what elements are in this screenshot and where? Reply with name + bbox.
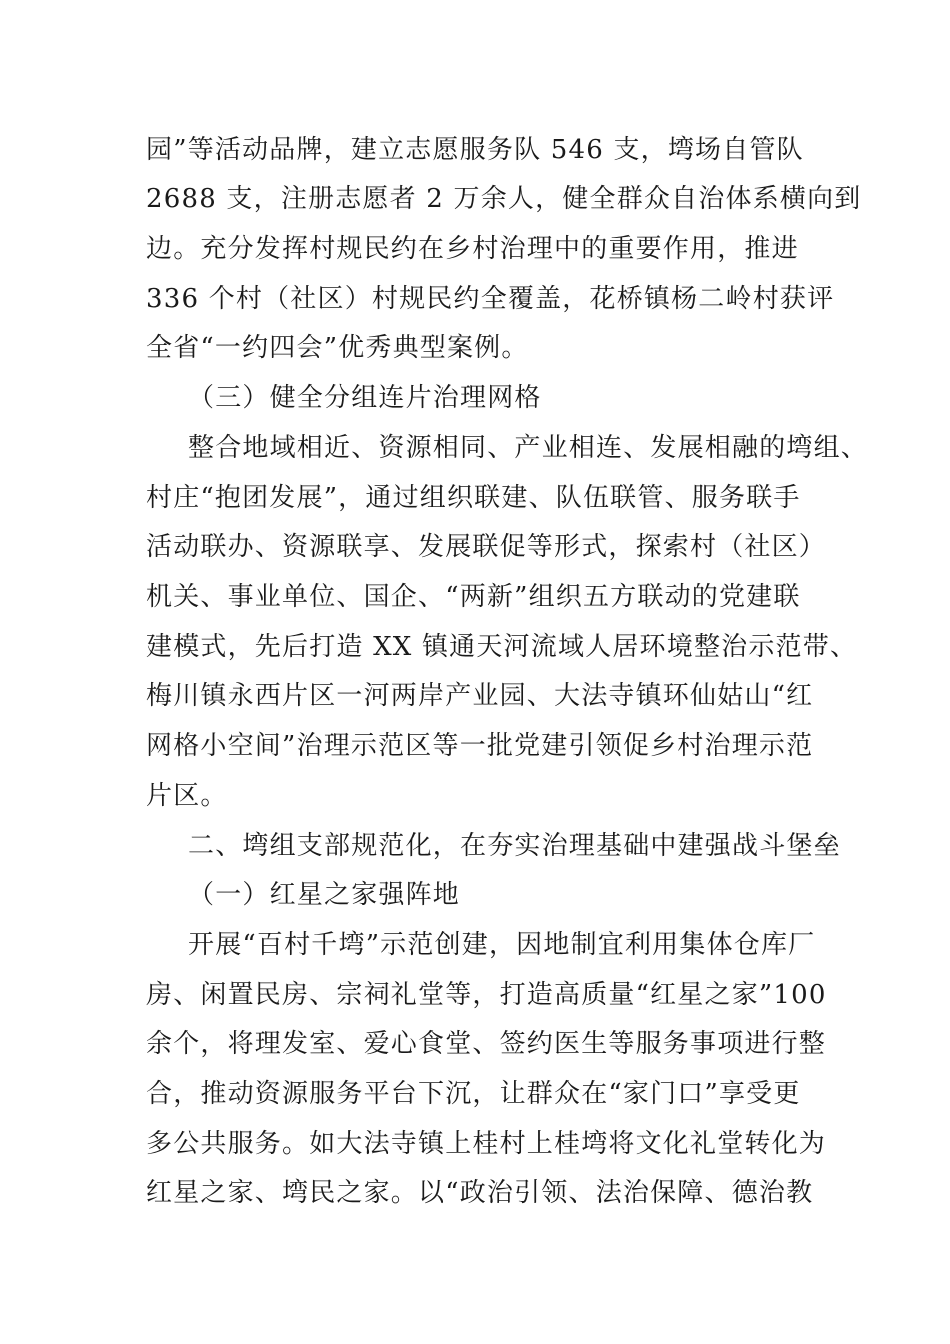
body-text-line: 2688 支，注册志愿者 2 万余人，健全群众自治体系横向到 — [146, 184, 862, 214]
body-text-line: 片区。 — [146, 781, 228, 811]
body-text-line: 梅川镇永西片区一河两岸产业园、大法寺镇环仙姑山“红 — [146, 681, 814, 711]
body-text-line: 红星之家、塆民之家。以“政治引领、法治保障、德治教 — [146, 1178, 814, 1208]
body-text-line: 多公共服务。如大法寺镇上桂村上桂塆将文化礼堂转化为 — [146, 1129, 827, 1159]
body-text-line: 合，推动资源服务平台下沉，让群众在“家门口”享受更 — [146, 1079, 801, 1109]
body-text-line: 336 个村（社区）村规民约全覆盖，花桥镇杨二岭村获评 — [146, 284, 835, 314]
body-text-line: 机关、事业单位、国企、“两新”组织五方联动的党建联 — [146, 582, 801, 612]
body-text-line: 开展“百村千塆”示范创建，因地制宜利用集体仓库厂 — [188, 930, 816, 960]
section-heading: （三）健全分组连片治理网格 — [188, 383, 542, 413]
chapter-heading: 二、塆组支部规范化，在夯实治理基础中建强战斗堡垒 — [188, 831, 841, 861]
section-heading: （一）红星之家强阵地 — [188, 880, 461, 910]
body-text-line: 边。充分发挥村规民约在乡村治理中的重要作用，推进 — [146, 234, 799, 264]
body-text-line: 房、闲置民房、宗祠礼堂等，打造高质量“红星之家”100 — [146, 980, 827, 1010]
body-text-line: 村庄“抱团发展”，通过组织联建、队伍联管、服务联手 — [146, 483, 801, 513]
body-text-line: 建模式，先后打造 XX 镇通天河流域人居环境整治示范带、 — [146, 632, 858, 662]
body-text-line: 全省“一约四会”优秀典型案例。 — [146, 333, 529, 363]
body-text-line: 余个，将理发室、爱心食堂、签约医生等服务事项进行整 — [146, 1029, 827, 1059]
body-text-line: 网格小空间”治理示范区等一批党建引领促乡村治理示范 — [146, 731, 814, 761]
body-text-line: 整合地域相近、资源相同、产业相连、发展相融的塆组、 — [188, 433, 869, 463]
body-text-line: 活动联办、资源联享、发展联促等形式，探索村（社区） — [146, 532, 827, 562]
body-text-line: 园”等活动品牌，建立志愿服务队 546 支，塆场自管队 — [146, 135, 804, 165]
